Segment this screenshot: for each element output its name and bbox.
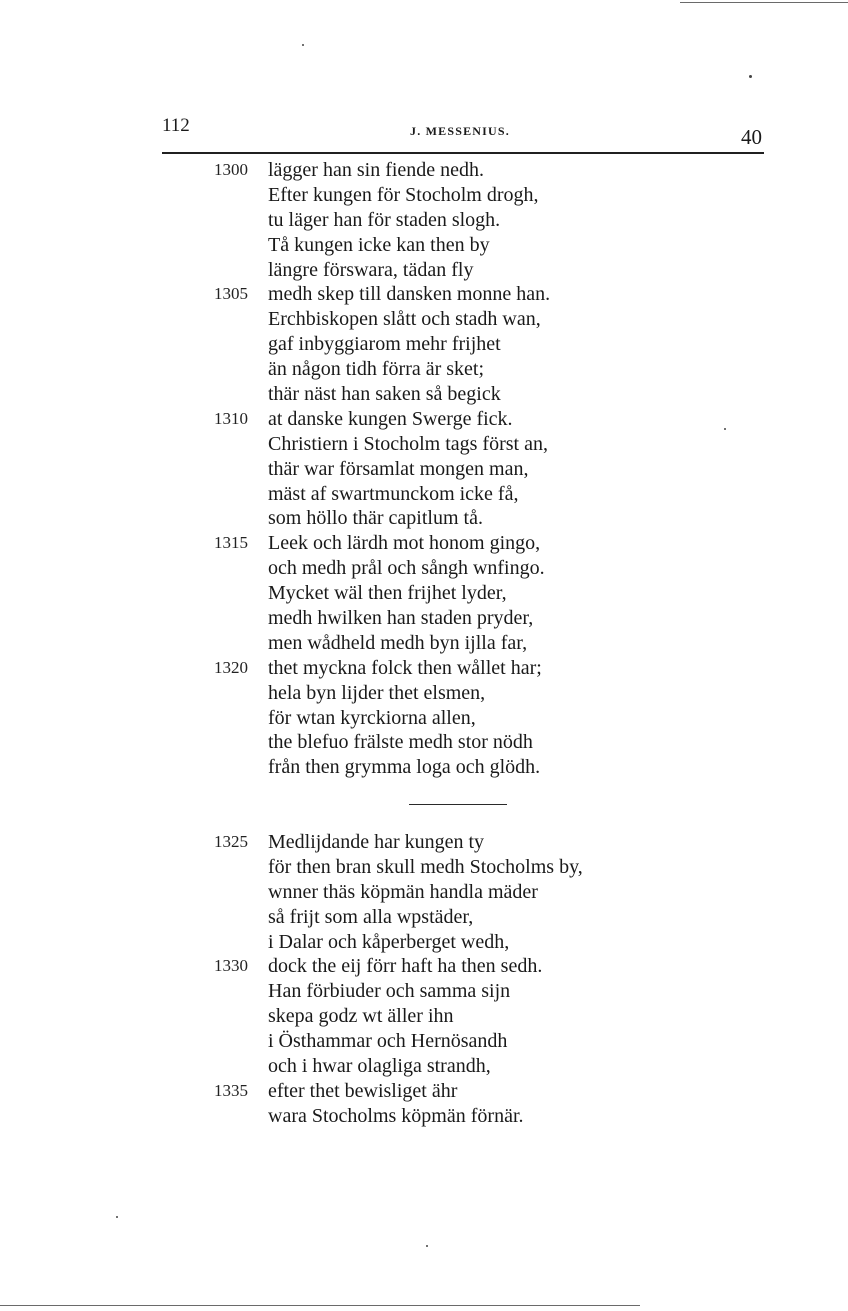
verse-line [0, 581, 848, 606]
verse-section-2 [0, 830, 848, 1129]
line-text: Efter kungen för Stocholm drogh, [268, 183, 539, 206]
line-text: Leek och lärdh mot honom gingo, [268, 532, 541, 555]
line-text: längre förswara, tädan fly [268, 258, 474, 281]
scan-speck [426, 1245, 428, 1247]
line-text: gaf inbyggiarom mehr frijhet [268, 333, 501, 356]
verse-line [0, 332, 848, 357]
verse-line [0, 307, 848, 332]
running-head: J. MESSENIUS. [410, 124, 510, 138]
line-number: 1320 [214, 657, 248, 677]
scan-speck [302, 44, 304, 46]
scan-speck [116, 1216, 118, 1218]
verse-line [0, 357, 848, 382]
line-number: 1305 [214, 284, 248, 304]
line-text: så frijt som alla wpstäder, [268, 905, 474, 928]
line-number: 1300 [214, 160, 248, 179]
verse-line [0, 482, 848, 507]
line-text: mäst af swartmunckom icke få, [268, 482, 519, 505]
verse-line [0, 1104, 848, 1129]
line-text: thär näst han saken så begick [268, 383, 501, 406]
line-text: thär war församlat mongen man, [268, 457, 529, 480]
verse-line [0, 1004, 848, 1029]
scan-speck [749, 75, 752, 78]
line-text: the blefuo frälste medh stor nödh [268, 731, 533, 754]
scan-edge-line [680, 2, 848, 3]
verse-line [0, 730, 848, 755]
verse-section-1 [0, 158, 848, 780]
verse-line [0, 457, 848, 482]
line-text: Han förbiuder och samma sijn [268, 980, 511, 1003]
verse-line [0, 258, 848, 283]
verse-line [0, 382, 848, 407]
line-text: lägger han sin fiende nedh. [268, 159, 485, 181]
verse-line [0, 158, 848, 183]
verse-line [0, 706, 848, 731]
verse-line [0, 880, 848, 905]
verse-line [0, 656, 848, 681]
scan-edge-line [0, 1305, 640, 1306]
verse-line [0, 506, 848, 531]
verse-line [0, 830, 848, 855]
line-number: 1325 [214, 832, 248, 851]
scan-speck [724, 428, 726, 430]
line-text: medh hwilken han staden pryder, [268, 607, 534, 630]
line-text: från then grymma loga och glödh. [268, 756, 541, 779]
verse-line [0, 183, 848, 208]
line-text: Medlijdande har kungen ty [268, 831, 485, 853]
verse-line [0, 407, 848, 432]
line-text: tu läger han för staden slogh. [268, 208, 501, 231]
page-number-right: 40 [741, 125, 762, 149]
verse-line [0, 282, 848, 307]
verse-line [0, 531, 848, 556]
line-text: wara Stocholms köpmän förnär. [268, 1104, 524, 1127]
line-text: skepa godz wt äller ihn [268, 1005, 454, 1028]
line-text: hela byn lijder thet elsmen, [268, 681, 486, 704]
line-number: 1335 [214, 1080, 248, 1100]
verse-line [0, 1054, 848, 1079]
line-number: 1315 [214, 533, 248, 553]
line-text: för wtan kyrckiorna allen, [268, 706, 476, 729]
verse-line [0, 233, 848, 258]
line-text: än någon tidh förra är sket; [268, 358, 485, 381]
header-rule [162, 152, 764, 154]
verse-line [0, 556, 848, 581]
line-text: och i hwar olagliga strandh, [268, 1055, 491, 1078]
verse-line [0, 755, 848, 780]
verse-line [0, 954, 848, 979]
line-number: 1330 [214, 956, 248, 976]
verse-line [0, 930, 848, 955]
verse-line [0, 631, 848, 656]
verse-line [0, 681, 848, 706]
line-number: 1310 [214, 408, 248, 428]
line-text: efter thet bewisliget ähr [268, 1079, 458, 1102]
line-text: dock the eij förr haft ha then sedh. [268, 955, 543, 978]
section-divider [409, 804, 507, 805]
line-text: Erchbiskopen slått och stadh wan, [268, 308, 541, 331]
line-text: i Dalar och kåperberget wedh, [268, 930, 510, 953]
verse-line [0, 979, 848, 1004]
line-text: i Östhammar och Hernösandh [268, 1030, 508, 1053]
verse-line [0, 855, 848, 880]
line-text: thet myckna folck then wållet har; [268, 656, 542, 679]
verse-line [0, 606, 848, 631]
verse-line [0, 1079, 848, 1104]
line-text: at danske kungen Swerge fick. [268, 407, 513, 430]
line-text: men wådheld medh byn ijlla far, [268, 631, 528, 654]
line-text: som höllo thär capitlum tå. [268, 507, 483, 530]
line-text: Mycket wäl then frijhet lyder, [268, 582, 507, 605]
line-text: och medh prål och sångh wnfingo. [268, 557, 545, 580]
verse-line [0, 208, 848, 233]
line-text: medh skep till dansken monne han. [268, 283, 551, 306]
verse-line [0, 905, 848, 930]
line-text: Tå kungen icke kan then by [268, 233, 490, 256]
line-text: Christiern i Stocholm tags först an, [268, 432, 548, 455]
line-text: för then bran skull medh Stocholms by, [268, 855, 583, 878]
verse-line [0, 432, 848, 457]
line-text: wnner thäs köpmän handla mäder [268, 880, 538, 903]
page-number-left: 112 [162, 115, 190, 136]
verse-line [0, 1029, 848, 1054]
